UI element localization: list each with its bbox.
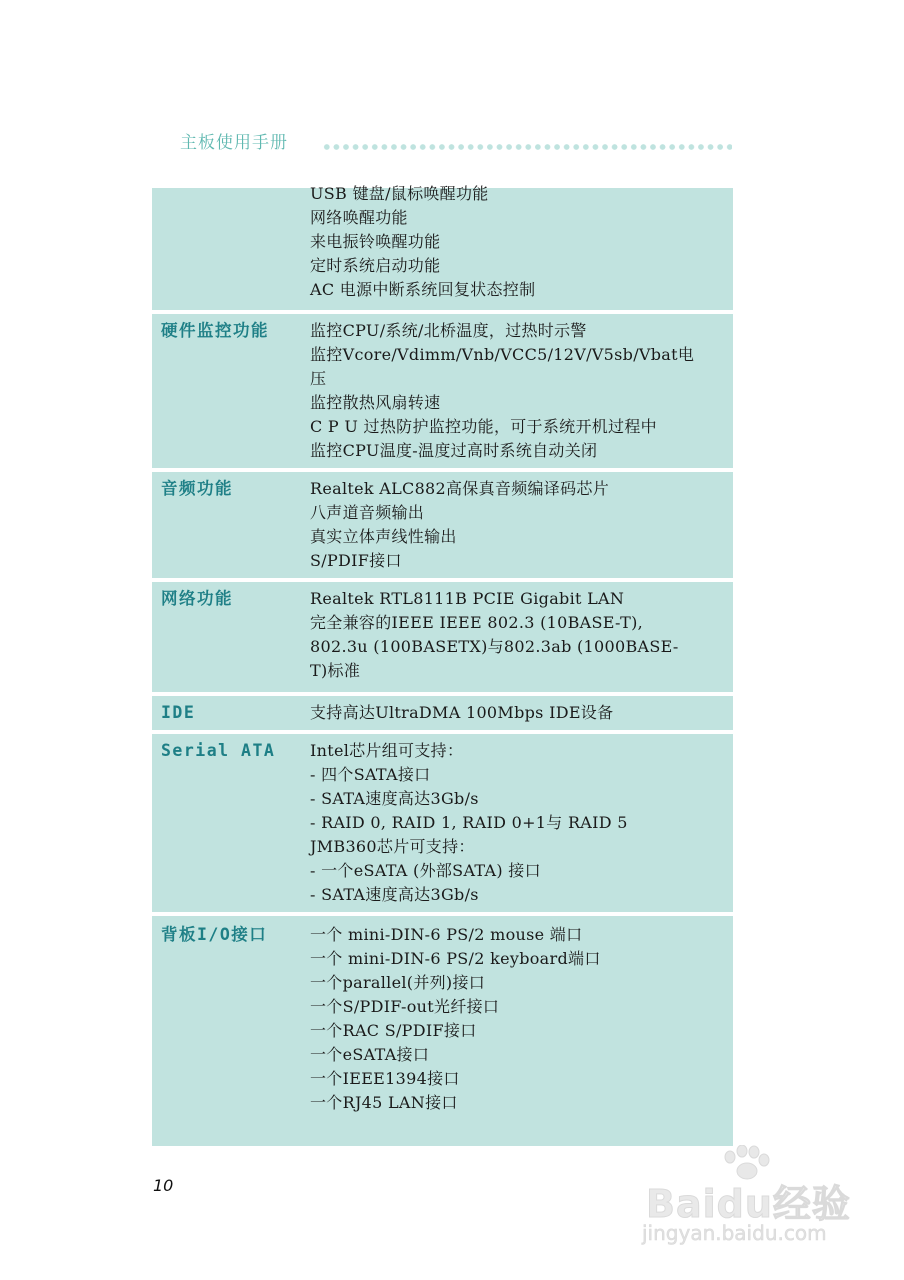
spec-row-audio (152, 472, 733, 578)
spec-line: 一个 mini-DIN-6 PS/2 keyboard端口 (310, 949, 601, 968)
spec-line: 真实立体声线性输出 (310, 527, 457, 546)
spec-line: S/PDIF接口 (310, 551, 402, 570)
spec-line: 一个S/PDIF-out光纤接口 (310, 997, 500, 1016)
spec-line: Realtek RTL8111B PCIE Gigabit LAN (310, 589, 625, 608)
spec-line: 一个 mini-DIN-6 PS/2 mouse 端口 (310, 925, 583, 944)
spec-line: 监控CPU/系统/北桥温度，过热时示警 (310, 321, 587, 340)
spec-line: 一个eSATA接口 (310, 1045, 430, 1064)
header-dot-rule (322, 144, 732, 150)
spec-line: 网络唤醒功能 (310, 208, 408, 227)
manual-title: 主板使用手册 (180, 133, 288, 153)
baidu-watermark (640, 1145, 880, 1255)
spec-row-serial-ata (152, 734, 733, 912)
spec-row-label: 背板I/O接口 (161, 925, 268, 944)
watermark-brand: Baidu经验 (646, 1182, 851, 1226)
spec-row-hardware-monitor (152, 314, 733, 468)
spec-line: Intel芯片组可支持： (310, 741, 464, 760)
watermark-url: jingyan.baidu.com (642, 1221, 827, 1245)
spec-line: 802.3u (100BASETX)与802.3ab (1000BASE- (310, 637, 679, 656)
page-number: 10 (153, 1176, 174, 1195)
spec-line: 一个parallel(并列)接口 (310, 973, 486, 992)
running-header (180, 128, 288, 153)
spec-line: - 四个SATA接口 (310, 765, 431, 784)
spec-line: 监控CPU温度-温度过高时系统自动关闭 (310, 441, 598, 460)
spec-line: 一个IEEE1394接口 (310, 1069, 460, 1088)
spec-line: 八声道音频输出 (310, 503, 425, 522)
spec-line: C P U 过热防护监控功能，可于系统开机过程中 (310, 417, 657, 436)
spec-row-label: 网络功能 (161, 589, 233, 608)
spec-line: 定时系统启动功能 (310, 256, 441, 275)
spec-line: Realtek ALC882高保真音频编译码芯片 (310, 479, 610, 498)
spec-row-network (152, 582, 733, 692)
spec-line: 监控Vcore/Vdimm/Vnb/VCC5/12V/V5sb/Vbat电 (310, 345, 695, 364)
spec-line: - RAID 0, RAID 1, RAID 0+1与 RAID 5 (310, 813, 628, 832)
spec-row-label: 音频功能 (161, 479, 233, 498)
spec-line: 来电振铃唤醒功能 (310, 232, 441, 251)
spec-line: 一个RJ45 LAN接口 (310, 1093, 458, 1112)
spec-line: T)标准 (310, 661, 361, 680)
spec-line: 压 (310, 369, 327, 388)
spec-row-label: Serial ATA (161, 741, 276, 760)
spec-row-rear-io (152, 916, 733, 1146)
spec-line: 完全兼容的IEEE IEEE 802.3 (10BASE-T), (310, 613, 644, 632)
spec-row-label: IDE (161, 703, 196, 722)
spec-row-ide (152, 696, 733, 730)
spec-line: JMB360芯片可支持： (310, 837, 475, 856)
spec-line: USB 键盘/鼠标唤醒功能 (310, 184, 489, 203)
spec-line: - SATA速度高达3Gb/s (310, 789, 479, 808)
spec-line: 一个RAC S/PDIF接口 (310, 1021, 477, 1040)
spec-line: - 一个eSATA (外部SATA) 接口 (310, 861, 541, 880)
spec-row-wakeup (152, 184, 733, 310)
spec-row-label (152, 188, 310, 310)
spec-line: AC 电源中断系统回复状态控制 (310, 280, 536, 299)
spec-line: 监控散热风扇转速 (310, 393, 441, 412)
spec-line: - SATA速度高达3Gb/s (310, 885, 479, 904)
spec-row-label: 硬件监控功能 (161, 321, 269, 340)
spec-line: 支持高达UltraDMA 100Mbps IDE设备 (310, 703, 614, 722)
spec-table (152, 184, 733, 1150)
